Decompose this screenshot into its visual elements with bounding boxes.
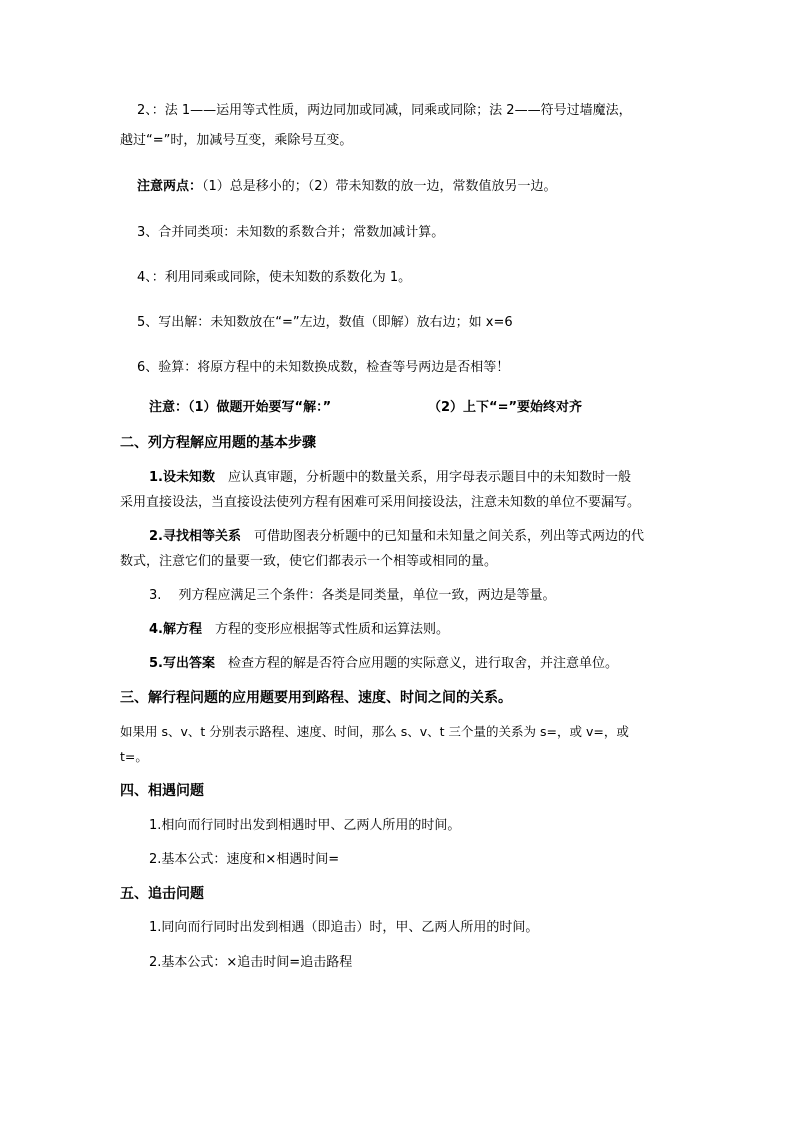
note2-part-a: 注意：（1）做题开始要写“解：”	[149, 400, 332, 415]
app-step1-label: 1.设未知数	[149, 470, 215, 485]
section-heading-4: 四、相遇问题	[120, 783, 204, 799]
meet-item-1: 1.相向而行同时出发到相遇时甲、乙两人所用的时间。	[149, 818, 461, 833]
note-two-points	[137, 178, 557, 196]
app-step1-line1	[149, 469, 631, 487]
section-heading-3: 三、解行程问题的应用题要用到路程、速度、时间之间的关系。	[120, 690, 512, 706]
app-step1-text: 应认真审题，分析题中的数量关系，用字母表示题目中的未知数时一般	[214, 470, 631, 485]
app-step2-line2: 数式，注意它们的量要一致，使它们都表示一个相等或相同的量。	[120, 554, 498, 569]
relation-paragraph-line2: t=。	[120, 749, 148, 764]
app-step2-line1	[149, 528, 644, 546]
app-step3: 3. 列方程应满足三个条件：各类是同类量，单位一致，两边是等量。	[149, 588, 556, 603]
note2-part-b: （2）上下“=”要始终对齐	[428, 400, 583, 415]
step5-paragraph: 5、写出解：未知数放在“=”左边，数值（即解）放右边；如 x=6	[137, 315, 513, 330]
chase-item-2: 2.基本公式：×追击时间=追击路程	[149, 955, 353, 970]
app-step2-label: 2.寻找相等关系	[149, 529, 241, 544]
note-text: （1）总是移小的；（2）带未知数的放一边，常数值放另一边。	[202, 179, 557, 194]
method-paragraph-line2: 越过“=”时，加减号互变，乘除号互变。	[120, 133, 353, 148]
chase-item-1: 1.同向而行同时出发到相遇（即追击）时，甲、乙两人所用的时间。	[149, 920, 539, 935]
app-step5-text: 检查方程的解是否符合应用题的实际意义，进行取舍，并注意单位。	[214, 656, 618, 671]
app-step2-text: 可借助图表分析题中的已知量和未知量之间关系，列出等式两边的代	[240, 529, 644, 544]
app-step5	[149, 655, 618, 673]
meet-item-2: 2.基本公式：速度和×相遇时间=	[149, 852, 340, 867]
relation-paragraph-line1: 如果用 s、v、t 分别表示路程、速度、时间，那么 s、v、t 三个量的关系为 s=，或 v=，或	[120, 724, 629, 739]
app-step1-line2: 采用直接设法，当直接设法使列方程有困难可采用间接设法，注意未知数的单位不要漏写。	[120, 495, 641, 510]
app-step4-text: 方程的变形应根据等式性质和运算法则。	[201, 622, 449, 637]
section-heading-2: 二、列方程解应用题的基本步骤	[120, 435, 316, 451]
app-step4-label: 4.解方程	[149, 622, 202, 637]
app-step5-label: 5.写出答案	[149, 656, 215, 671]
step6-paragraph: 6、验算：将原方程中的未知数换成数，检查等号两边是否相等！	[137, 360, 510, 375]
method-paragraph-line1: 2、：法 1——运用等式性质，两边同加或同减，同乘或同除；法 2——符号过墙魔法，	[137, 103, 632, 118]
section-heading-5: 五、追击问题	[120, 886, 204, 902]
note-label: 注意两点：	[137, 179, 203, 194]
step4-paragraph: 4、：利用同乘或同除，使未知数的系数化为 1。	[137, 270, 412, 285]
step3-paragraph: 3、合并同类项：未知数的系数合并；常数加减计算。	[137, 225, 445, 240]
app-step4	[149, 621, 449, 639]
